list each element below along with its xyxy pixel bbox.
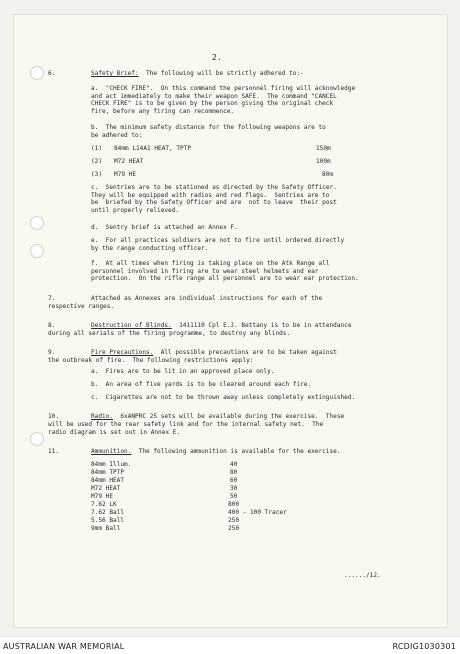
section-9-line: the outbreak of fire. The following restrictions apply:: [48, 357, 254, 364]
section-9-number: 9.: [48, 349, 56, 356]
punch-hole: [30, 216, 44, 230]
section-6a: [91, 85, 355, 115]
section-6d: d. Sentry brief is attached an Annex F.: [91, 224, 238, 231]
ammo-name: 7.62 LK: [91, 501, 117, 508]
ammo-qty: 40: [230, 461, 238, 468]
section-6b: [91, 124, 326, 139]
section-6c-line: be briefed by the Safety Officer and are not to leave their post: [91, 199, 337, 207]
section-10-line: radio diagram is set out in Annex E.: [48, 429, 181, 436]
section-7-line: respective ranges.: [48, 303, 115, 310]
section-6a-line: a. "CHECK FIRE". On this command the personnel firing will acknowledge: [91, 85, 356, 92]
section-6-title: Safety Brief:: [91, 70, 139, 77]
section-6a-line: fire, before any firing can recommence.: [91, 107, 235, 115]
section-7-number: 7.: [48, 295, 56, 302]
section-8-line: during all serials of the firing programme, to destroy any blinds.: [48, 330, 291, 337]
weapon-distance: 150m: [316, 145, 331, 152]
weapon-number: (1): [91, 145, 103, 152]
ammo-qty: 800: [228, 501, 240, 508]
punch-hole: [30, 244, 44, 258]
section-10-line: will be used for the rear safety link and for the internal safety net. The: [48, 421, 324, 428]
section-6c-line: c. Sentries are to be stationed as directed by the Safety Officer.: [91, 184, 337, 191]
footer-record-id: RCDIG1030301: [392, 642, 456, 651]
section-9-item: b. An area of five yards is to be cleared around each fire.: [91, 381, 312, 388]
section-11-title: Ammunition.: [91, 448, 132, 455]
section-6c-line: They will be equipped with radios and red flags. Sentries are to: [91, 191, 330, 199]
ammo-qty: 250: [228, 525, 240, 532]
section-9-item: a. Fires are to be lit in an approved place only.: [91, 368, 275, 375]
weapon-number: (3): [91, 171, 103, 178]
ammo-name: 9mm Ball: [91, 525, 121, 532]
section-6f-line: protection. On the rifle range all personnel are to wear ear protection.: [91, 275, 359, 283]
weapon-name: 84mm L14A1 HEAT, TPTP: [114, 145, 192, 152]
section-6a-line: and act immediately to make their weapon SAFE. The command "CANCEL: [91, 92, 337, 100]
ammo-qty: 250: [228, 517, 240, 524]
section-10-line: 6xANPRC 25 sets will be available during the exercise. These: [120, 413, 345, 420]
ammo-name: 84mm TPTP: [91, 469, 125, 476]
section-6b-line: b. The minimum safety distance for the following weapons are to: [91, 124, 326, 131]
ammo-qty: 400 - 100 Tracer: [228, 509, 287, 516]
weapon-name: M79 HE: [114, 171, 137, 178]
section-6a-line: CHECK FIRE" is to be given by the person giving the original check: [91, 100, 334, 108]
section-6c: [91, 184, 337, 214]
section-11-intro: The following ammunition is available for the exercise.: [138, 448, 341, 455]
section-9-heading-line: [91, 349, 337, 357]
section-11-number: 11.: [48, 448, 60, 455]
ammo-name: 84mm HEAT: [91, 477, 125, 484]
section-6-number: 6.: [48, 70, 56, 77]
weapon-distance: 80m: [322, 171, 334, 178]
section-6e-line: by the range conducting officer.: [91, 244, 209, 252]
ammo-name: 7.62 Ball: [91, 509, 125, 516]
section-8-number: 8.: [48, 322, 56, 329]
section-7-line: Attached as Annexes are individual instructions for each of the: [91, 295, 323, 302]
section-10-number: 10.: [48, 413, 60, 420]
ammo-name: M79 HE: [91, 493, 114, 500]
ammo-qty: 80: [230, 469, 238, 476]
section-11-heading-line: [91, 448, 340, 456]
section-8-heading-line: [91, 322, 352, 330]
section-8-title: Destruction of Blinds.: [91, 322, 172, 329]
ammo-name: M72 HEAT: [91, 485, 121, 492]
ammo-name: 84mm Illum.: [91, 461, 132, 468]
section-6f-line: f. At all times when firing is taking place on the Atk Range all: [91, 260, 330, 267]
weapon-name: M72 HEAT: [114, 158, 144, 165]
section-6c-line: until properly relieved.: [91, 206, 180, 214]
section-10-heading-line: [91, 413, 344, 421]
ammo-qty: 60: [230, 477, 238, 484]
ammo-qty: 30: [230, 485, 238, 492]
section-6f-line: personnel involved in firing are to wear steel helmets and ear: [91, 267, 319, 275]
section-6f: [91, 260, 359, 283]
section-9-item: c. Cigarettes are not to be thrown away unless completely extinguished.: [91, 394, 356, 401]
section-6-intro: The following will be strictly adhered to:-: [146, 70, 304, 77]
section-6e: [91, 237, 344, 252]
section-6-heading: [91, 70, 304, 78]
continuation-marker: ....../12.: [344, 572, 381, 579]
ammo-name: 5.56 Ball: [91, 517, 125, 524]
punch-hole: [30, 66, 44, 80]
section-8-line: 1411110 Cpl E.J. Bettany is to be in attendance: [179, 322, 352, 329]
section-9-title: Fire Precautions.: [91, 349, 154, 356]
section-10-title: Radio.: [91, 413, 114, 420]
page-number: 2.: [212, 53, 222, 62]
weapon-distance: 100m: [316, 158, 331, 165]
footer-archive-name: AUSTRALIAN WAR MEMORIAL: [3, 642, 125, 651]
punch-hole: [30, 432, 44, 446]
section-6e-line: e. For all practices soldiers are not to fire until ordered directly: [91, 237, 345, 244]
ammo-qty: 50: [230, 493, 238, 500]
weapon-number: (2): [91, 158, 103, 165]
section-6b-line: be adhered to:: [91, 131, 143, 139]
section-9-line: All possible precautions are to be taken against: [160, 349, 337, 356]
